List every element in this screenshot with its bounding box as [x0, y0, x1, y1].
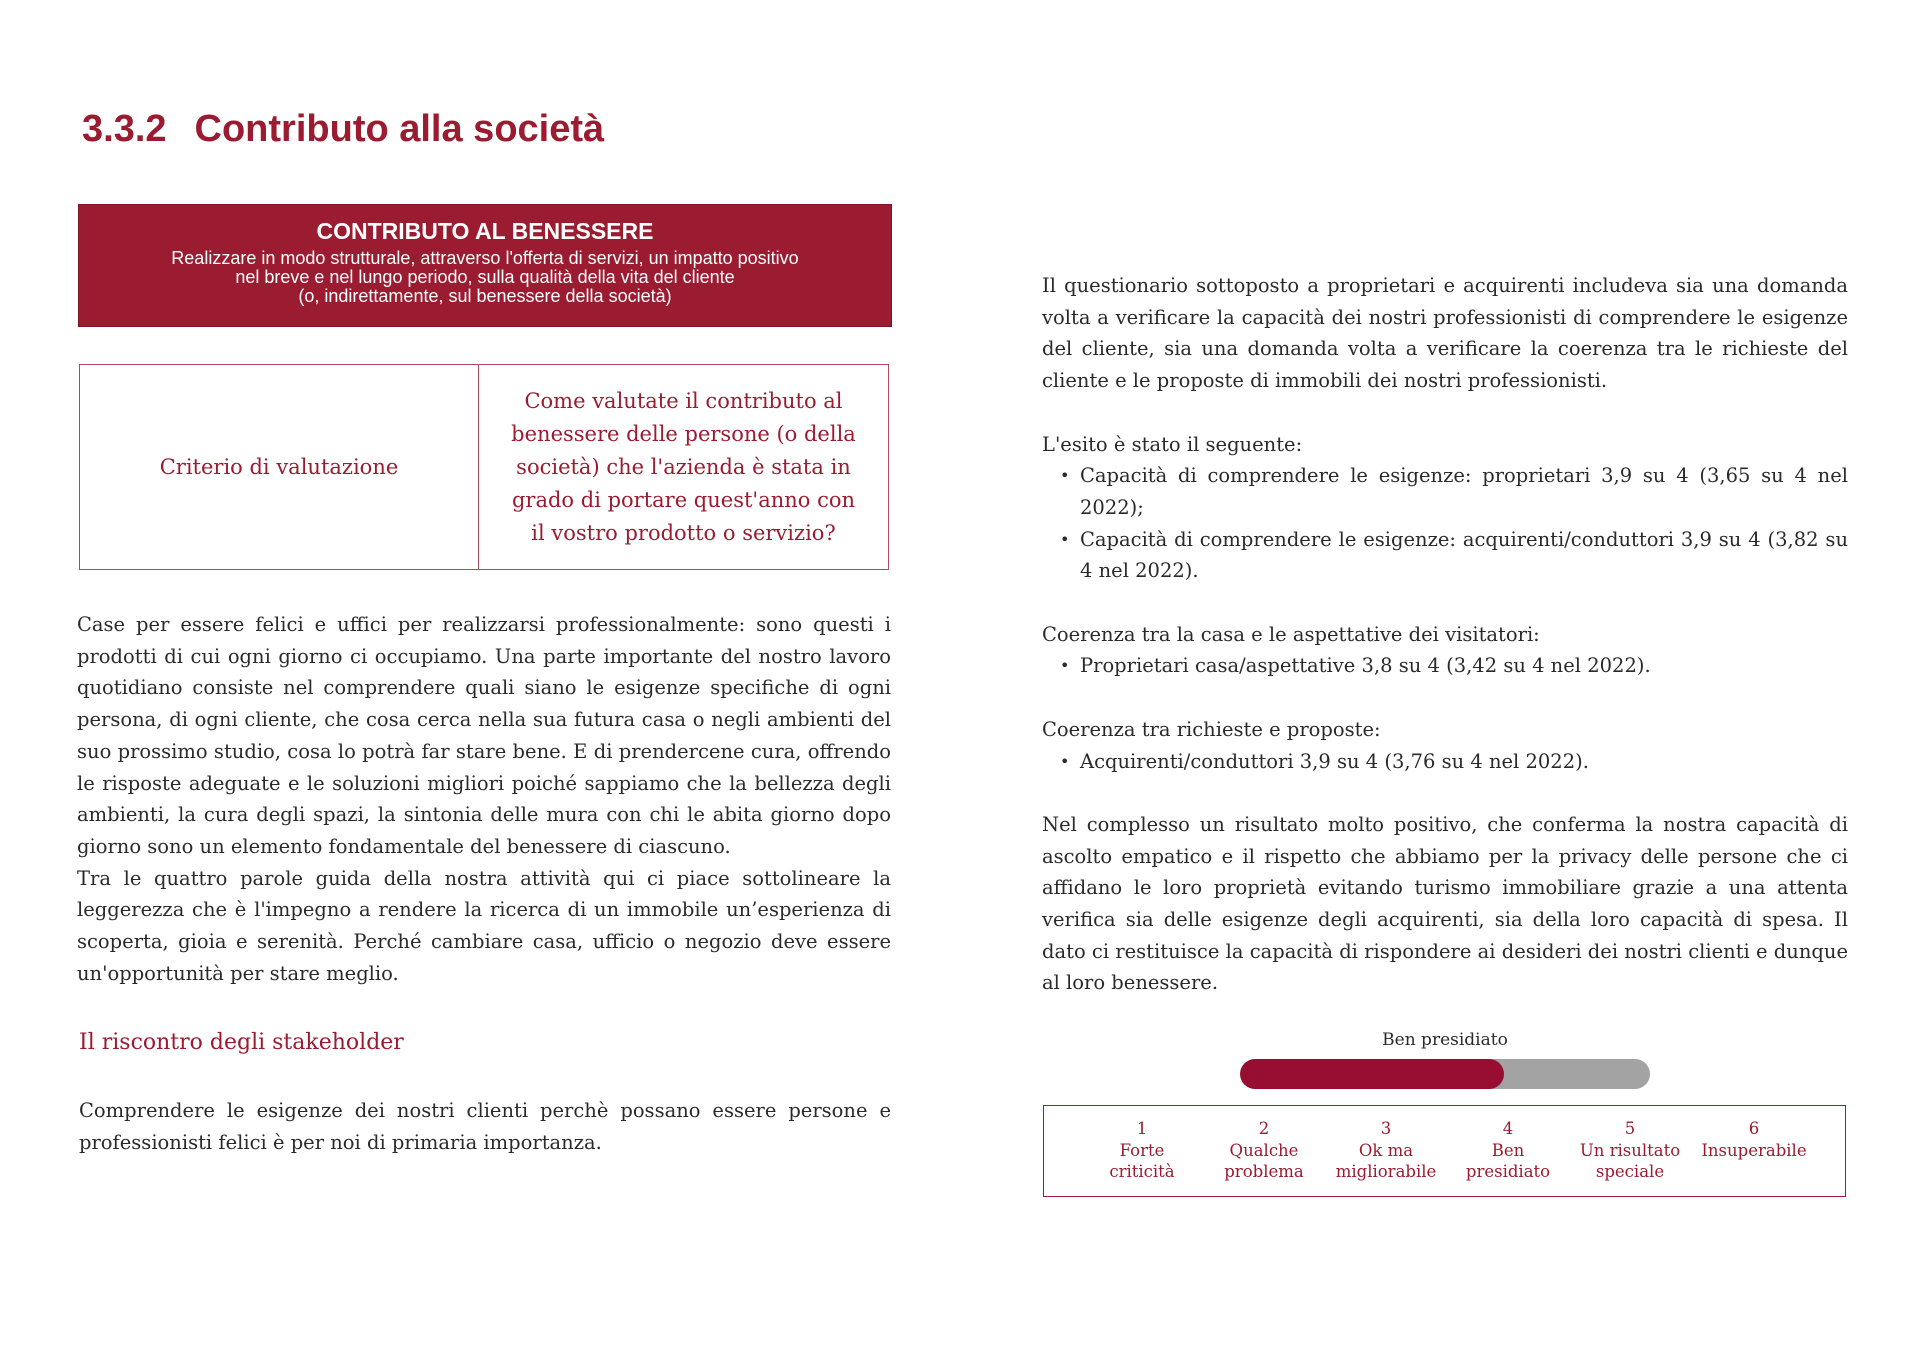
banner-heading: CONTRIBUTO AL BENESSERE — [316, 218, 654, 244]
scale-label: criticità — [1109, 1162, 1175, 1181]
criteria-question: Come valutate il contributo al benessere delle persone (o della società) che l'azienda è stata in grado di portare quest'anno con il vostro prodotto o servizio? — [511, 388, 856, 545]
requests-list — [1042, 746, 1848, 778]
scale-number: 1 — [1136, 1119, 1148, 1138]
banner-line: Realizzare in modo strutturale, attraverso l'offerta di servizi, un impatto positivo — [171, 248, 799, 268]
requests-intro: Coerenza tra richieste e proposte: — [1042, 717, 1381, 741]
scale-label: Ben — [1491, 1140, 1525, 1160]
section-title — [82, 108, 604, 151]
paragraph: Tra le quattro parole guida della nostra attività qui ci piace sottolineare la leggerezza che è l'impegno a rendere la ricerca di un immobile un’esperienza di scoperta, gioia e serenità. Perché cambiare casa, ufficio o negozio deve essere un'opportunità per stare meglio. — [77, 866, 891, 985]
banner-line: (o, indirettamente, sul benessere della società) — [298, 286, 672, 306]
scale-item-3 — [1316, 1118, 1456, 1183]
scale-number: 2 — [1258, 1119, 1270, 1138]
paragraph: Comprendere le esigenze dei nostri clienti perchè possano essere persone e professionisti felici è per noi di primaria importanza. — [79, 1099, 891, 1154]
paragraph: Il questionario sottoposto a proprietari e acquirenti includeva sia una domanda volta a verificare la capacità dei nostri professionisti di comprendere le esigenze del cliente, sia una domanda volta a verificare la coerenza tra le richieste del cliente e le proposte di immobili dei nostri professionisti. — [1042, 274, 1848, 393]
scale-label: migliorabile — [1335, 1162, 1437, 1181]
stakeholder-text — [79, 1095, 891, 1158]
right-body-text — [1042, 270, 1848, 999]
banner-description — [79, 249, 891, 306]
banner-line: nel breve e nel lungo periodo, sulla qualità della vita del cliente — [235, 267, 735, 287]
criteria-label: Criterio di valutazione — [80, 365, 479, 569]
rating-scale — [1043, 1105, 1846, 1197]
coherence-intro: Coerenza tra la casa e le aspettative dei visitatori: — [1042, 622, 1540, 646]
rating-bar — [1240, 1059, 1650, 1089]
scale-number: 6 — [1748, 1119, 1760, 1138]
scale-item-5 — [1560, 1118, 1700, 1183]
scale-item-2 — [1194, 1118, 1334, 1183]
outcome-intro: L'esito è stato il seguente: — [1042, 432, 1303, 456]
coherence-list — [1042, 650, 1848, 682]
list-item: • Acquirenti/conduttori 3,9 su 4 (3,76 su 4 nel 2022). — [1080, 746, 1848, 778]
left-body-text — [77, 609, 891, 989]
scale-item-6 — [1684, 1118, 1824, 1161]
rating-label: Ben presidiato — [1382, 1030, 1508, 1050]
scale-number: 5 — [1624, 1119, 1636, 1138]
scale-number: 3 — [1380, 1119, 1392, 1138]
criteria-table — [79, 364, 889, 570]
scale-label: speciale — [1595, 1162, 1665, 1181]
list-item: • Capacità di comprendere le esigenze: proprietari 3,9 su 4 (3,65 su 4 nel 2022); — [1080, 460, 1848, 523]
scale-label: problema — [1224, 1162, 1304, 1181]
scale-number: 4 — [1502, 1119, 1514, 1138]
scale-label: Qualche — [1229, 1140, 1299, 1160]
scale-label: Insuperabile — [1701, 1140, 1807, 1160]
list-item: • Proprietari casa/aspettative 3,8 su 4 (3,42 su 4 nel 2022). — [1080, 650, 1848, 682]
paragraph: Nel complesso un risultato molto positivo, che conferma la nostra capacità di ascolto empatico e il rispetto che abbiamo per la privacy delle persone che ci affidano le loro proprietà evitando turismo immobiliare grazie a una attenta verifica sia delle esigenze degli acquirenti, sia della loro capacità di spesa. Il dato ci restituisce la capacità di rispondere ai desideri dei nostri clienti e dunque al loro benessere. — [1042, 812, 1848, 995]
section-title-text: Contributo alla società — [194, 108, 605, 150]
scale-label: Ok ma — [1358, 1140, 1414, 1160]
stakeholder-subheading: Il riscontro degli stakeholder — [79, 1030, 404, 1055]
objective-banner — [78, 204, 892, 327]
scale-label: presidiato — [1465, 1162, 1551, 1181]
rating-bar-fill — [1240, 1059, 1504, 1089]
outcome-list — [1042, 460, 1848, 587]
scale-item-1 — [1072, 1118, 1212, 1183]
list-item: • Capacità di comprendere le esigenze: acquirenti/conduttori 3,9 su 4 (3,82 su 4 nel 2022). — [1080, 524, 1848, 587]
scale-label: Forte — [1119, 1140, 1165, 1160]
section-number: 3.3.2 — [82, 108, 167, 150]
scale-item-4 — [1438, 1118, 1578, 1183]
scale-label: Un risultato — [1579, 1140, 1681, 1160]
paragraph: Case per essere felici e uffici per realizzarsi professionalmente: sono questi i prodotti di cui ogni giorno ci occupiamo. Una parte importante del nostro lavoro quotidiano consiste nel comprendere quali siano le esigenze specifiche di ogni persona, di ogni cliente, che cosa cerca nella sua futura casa o negli ambienti del suo prossimo studio, cosa lo potrà far stare bene. E di prendercene cura, offrendo le risposte adeguate e le soluzioni migliori poiché sappiamo che la bellezza degli ambienti, la cura degli spazi, la sintonia delle mura con chi le abita giorno dopo giorno sono un elemento fondamentale del benessere di ciascuno. — [77, 613, 891, 858]
